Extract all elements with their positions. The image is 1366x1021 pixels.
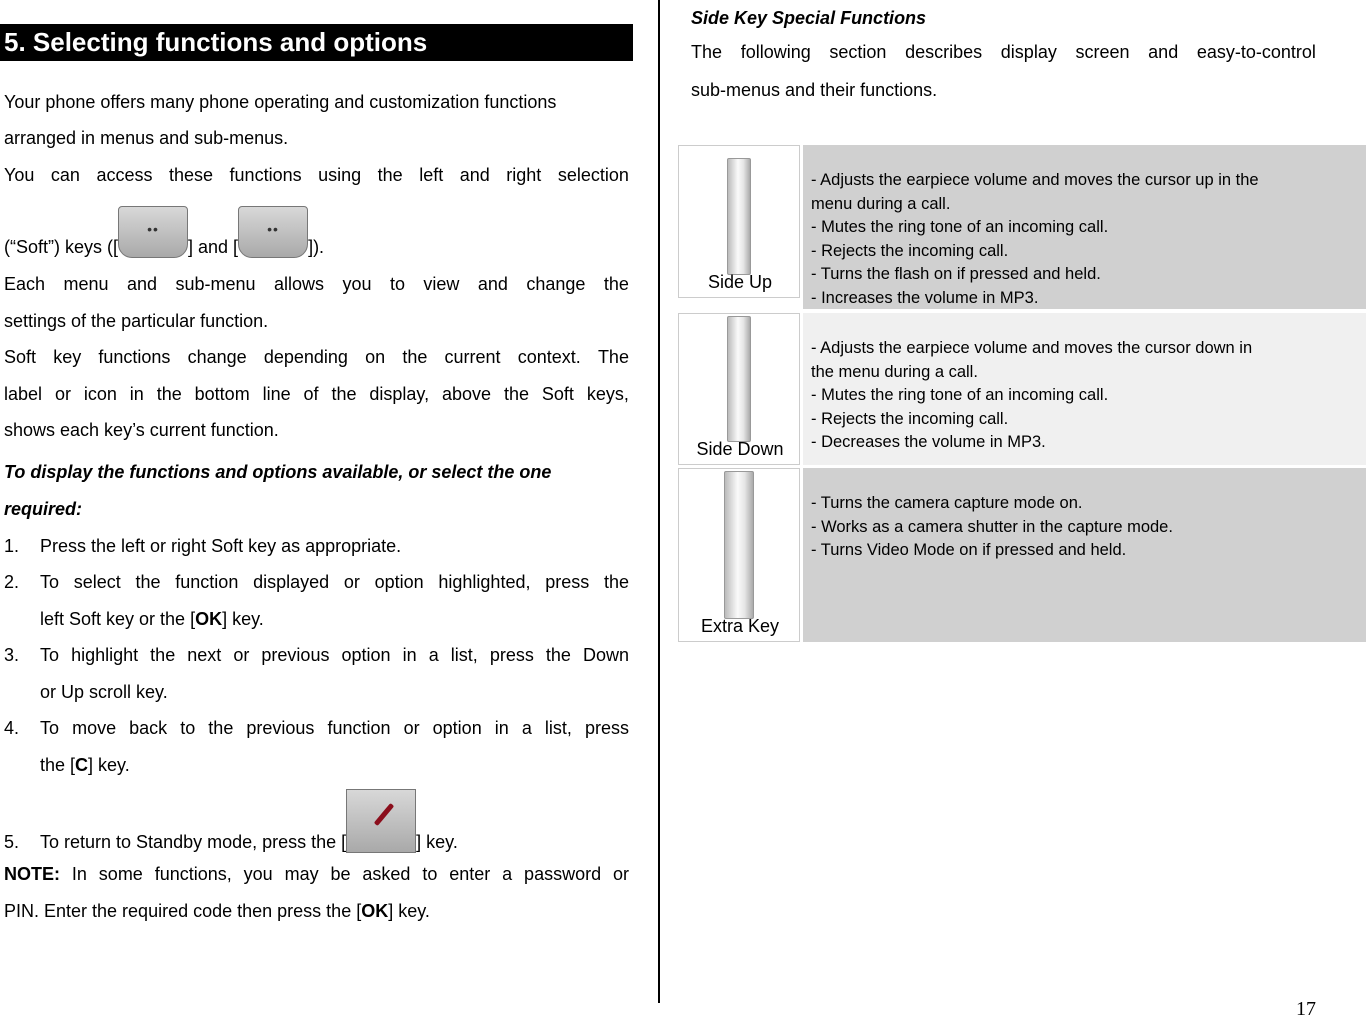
section-heading: 5. Selecting functions and options — [0, 24, 633, 61]
step-number: 1. — [4, 536, 20, 556]
word: describes — [905, 42, 983, 62]
right-soft-key-icon: •• — [238, 206, 308, 258]
key-desc-line: - Turns the camera capture mode on. — [811, 494, 1083, 512]
word: bottom — [194, 384, 250, 404]
word: easy-to-control — [1196, 42, 1316, 62]
step-text: To select the function displayed or option highlighted, press the — [40, 572, 629, 592]
word: icon — [83, 384, 117, 404]
word: these — [168, 165, 214, 185]
word: above — [442, 384, 492, 404]
step-5 — [4, 785, 629, 853]
word: context. — [517, 347, 581, 367]
key-name: Side Up — [707, 272, 773, 292]
key-row-side-down — [678, 313, 1366, 465]
word: screen — [1075, 42, 1130, 62]
word: menu — [63, 274, 109, 294]
left-column — [0, 0, 640, 1018]
key-row-side-up — [678, 145, 1366, 309]
word: change — [526, 274, 586, 294]
step-text: ] key. — [416, 832, 458, 852]
word: section — [829, 42, 887, 62]
word: using — [318, 165, 362, 185]
access-text-a: (“Soft”) keys ([ — [4, 237, 119, 257]
word: the — [603, 274, 629, 294]
key-desc-line: - Rejects the incoming call. — [811, 241, 1009, 260]
key-desc-line: - Decreases the volume in MP3. — [811, 433, 1046, 451]
soft-line-2 — [4, 384, 629, 405]
word: and — [126, 274, 158, 294]
key-desc-cell — [803, 313, 1366, 465]
word: can — [50, 165, 80, 185]
step-number: 5. — [4, 832, 20, 852]
word: Soft — [4, 347, 37, 367]
word: depending — [263, 347, 348, 367]
step-3-cont: or Up scroll key. — [40, 682, 168, 702]
word: the — [156, 384, 182, 404]
step-number: 3. — [4, 645, 20, 665]
key-name: Side Down — [696, 439, 784, 459]
word: of — [303, 384, 319, 404]
step-text: left Soft key or the [ — [40, 609, 196, 629]
extra-key-icon — [724, 471, 754, 619]
access-line-1 — [4, 165, 629, 186]
key-desc-line: the menu during a call. — [811, 362, 978, 381]
side-down-key-icon — [727, 316, 751, 442]
word: keys, — [586, 384, 629, 404]
left-soft-key-icon: •• — [118, 206, 188, 258]
note-text: ] key. — [388, 901, 430, 921]
column-divider — [658, 0, 660, 1003]
word: functions — [98, 347, 171, 367]
step-text: ] key. — [222, 609, 264, 629]
word: key — [53, 347, 82, 367]
key-label-cell — [678, 313, 800, 465]
instruction-line-1: To display the functions and options available, or select the one — [4, 462, 552, 482]
note-text: In some functions, you may be asked to enter a password or — [60, 864, 629, 884]
step-number: 2. — [4, 572, 20, 592]
word: left — [419, 165, 444, 185]
word: and — [459, 165, 490, 185]
word: on — [365, 347, 386, 367]
word: the — [377, 165, 403, 185]
word: the — [503, 384, 529, 404]
key-desc-cell — [803, 468, 1366, 642]
word: display — [1000, 42, 1057, 62]
word: label — [4, 384, 43, 404]
word: Soft — [541, 384, 574, 404]
menu-line-2: settings of the particular function. — [4, 311, 269, 331]
key-desc-line: - Turns Video Mode on if pressed and held. — [811, 541, 1127, 559]
word: Each — [4, 274, 46, 294]
key-desc-line: - Increases the volume in MP3. — [811, 288, 1039, 307]
side-key-title: Side Key Special Functions — [691, 8, 927, 28]
step-text: To return to Standby mode, press the [ — [40, 832, 347, 852]
note-line-2 — [4, 901, 629, 922]
step-text: To highlight the next or previous option in a list, press the Down — [40, 645, 629, 665]
access-line-2 — [4, 202, 629, 258]
soft-line-1 — [4, 347, 629, 368]
word: line — [262, 384, 291, 404]
key-label-cell — [678, 145, 800, 298]
key-desc-line: - Turns the flash on if pressed and held. — [811, 265, 1101, 283]
word: access — [96, 165, 153, 185]
side-desc-line-1 — [691, 42, 1316, 63]
menu-line-1 — [4, 274, 629, 295]
c-key-label: C — [75, 755, 89, 775]
word: and — [477, 274, 508, 294]
word: the — [402, 347, 428, 367]
word: to — [389, 274, 405, 294]
right-column — [678, 0, 1366, 1018]
note-text: PIN. Enter the required code then press the [ — [4, 901, 362, 921]
key-desc-line: menu during a call. — [811, 194, 951, 213]
access-text-c: ]). — [308, 237, 325, 257]
word: allows — [273, 274, 324, 294]
ok-key-label: OK — [361, 901, 389, 921]
word: change — [187, 347, 247, 367]
key-desc-line: - Adjusts the earpiece volume and moves the cursor up in the — [811, 171, 1259, 189]
step-text: To move back to the previous function or option in a list, press — [40, 718, 629, 738]
word: selection — [557, 165, 629, 185]
intro-line-1: Your phone offers many phone operating and customization functions — [4, 92, 557, 112]
key-desc-line: - Mutes the ring tone of an incoming call. — [811, 386, 1109, 404]
soft-line-3: shows each key’s current function. — [4, 420, 279, 440]
access-text-b: ] and [ — [188, 237, 239, 257]
end-key-icon — [346, 789, 416, 853]
key-desc-line: - Adjusts the earpiece volume and moves the cursor down in — [811, 339, 1253, 357]
step-2-cont — [40, 609, 665, 630]
key-desc-line: - Works as a camera shutter in the capture mode. — [811, 517, 1173, 536]
key-name: Extra Key — [700, 616, 780, 636]
step-text: Press the left or right Soft key as appropriate. — [40, 536, 402, 556]
word: in — [129, 384, 144, 404]
key-desc-line: - Mutes the ring tone of an incoming call. — [811, 218, 1109, 236]
word: or — [54, 384, 71, 404]
step-text: ] key. — [88, 755, 130, 775]
step-4-cont — [40, 755, 665, 776]
word: following — [740, 42, 811, 62]
instruction-line-2: required: — [4, 499, 83, 519]
note-label: NOTE: — [4, 864, 60, 884]
word: you — [342, 274, 372, 294]
word: functions — [229, 165, 302, 185]
word: The — [691, 42, 723, 62]
ok-key-label: OK — [195, 609, 223, 629]
word: current — [444, 347, 501, 367]
word: You — [4, 165, 35, 185]
word: display, — [369, 384, 430, 404]
page-number: 17 — [1296, 998, 1316, 1020]
step-text: the [ — [40, 755, 76, 775]
key-desc-line: - Rejects the incoming call. — [811, 409, 1009, 428]
word: view — [423, 274, 460, 294]
note-line-1 — [4, 864, 629, 885]
word: right — [506, 165, 542, 185]
intro-line-2: arranged in menus and sub-menus. — [4, 128, 289, 148]
key-label-cell — [678, 468, 800, 642]
word: and — [1148, 42, 1179, 62]
side-up-key-icon — [727, 158, 751, 275]
key-row-extra-key — [678, 468, 1366, 642]
step-number: 4. — [4, 718, 20, 738]
word: the — [331, 384, 357, 404]
key-desc-cell — [803, 145, 1366, 309]
word: The — [597, 347, 629, 367]
side-desc-line-2: sub-menus and their functions. — [691, 80, 938, 100]
word: sub-menu — [175, 274, 256, 294]
